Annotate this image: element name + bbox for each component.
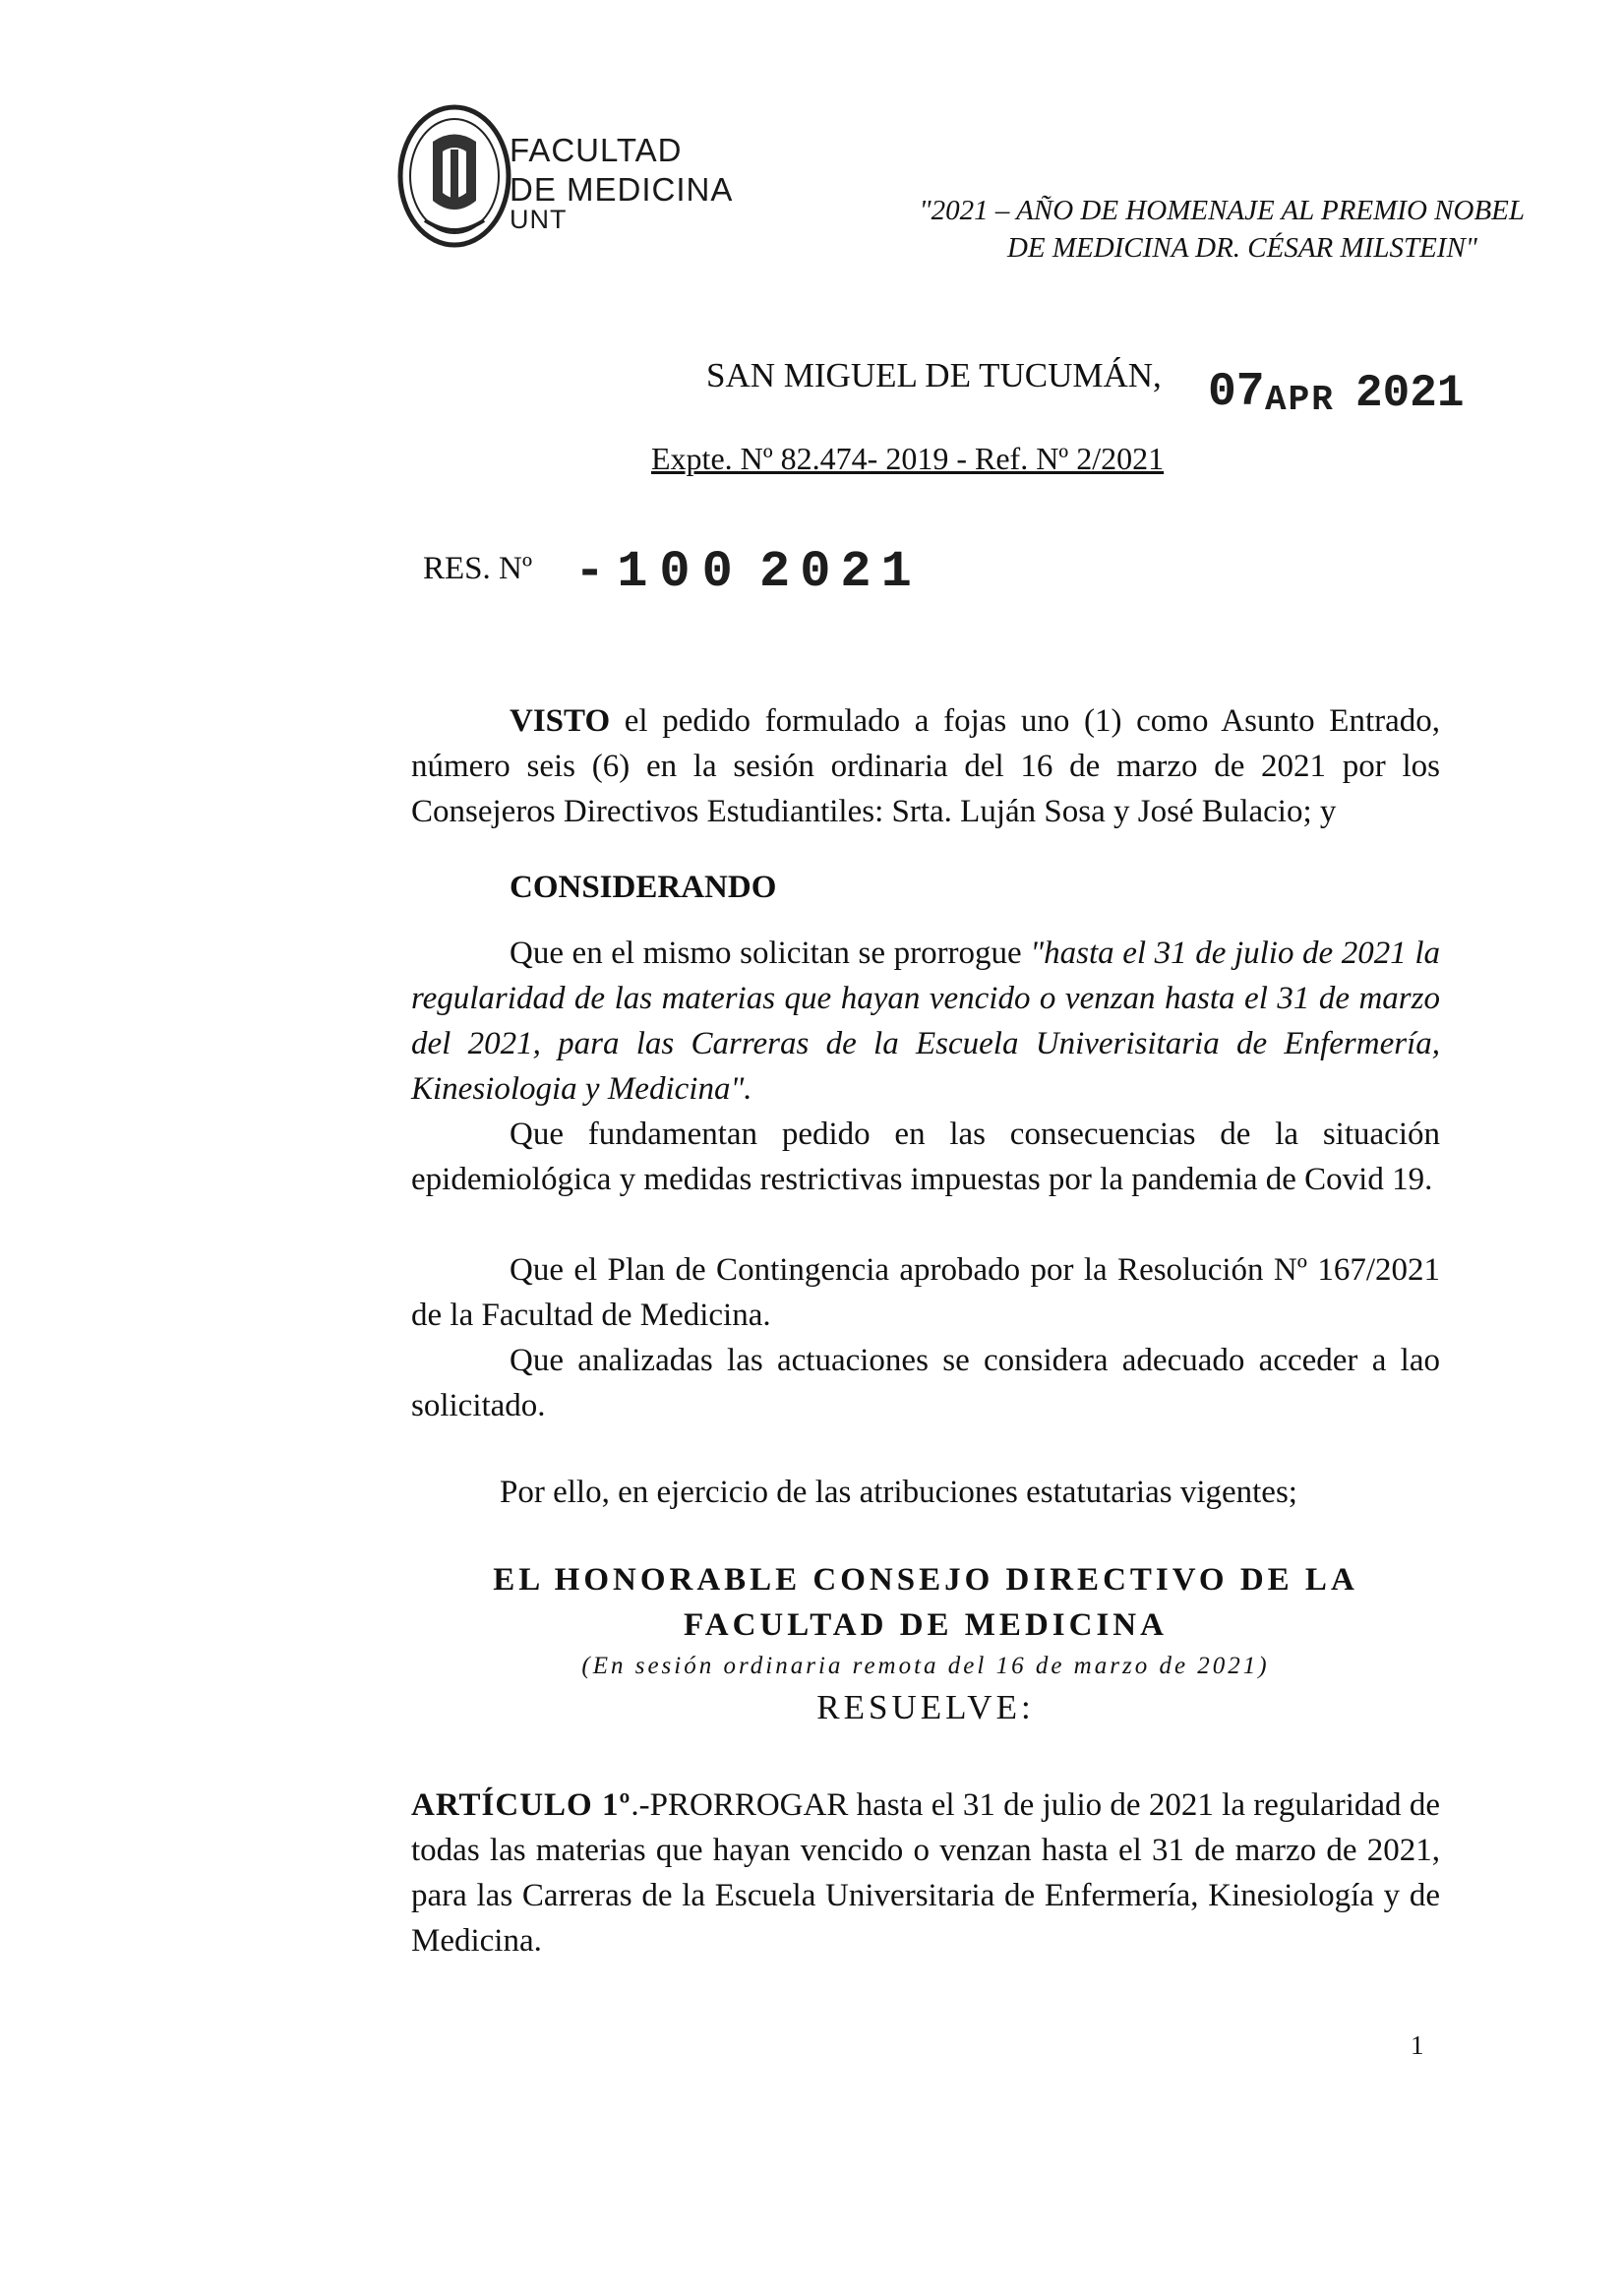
articulo-1-paragraph — [411, 1782, 1440, 1964]
articulo-1-text: .-PRORROGAR hasta el 31 de julio de 2021 la regularidad de todas las materias que hayan vencido o venzan hasta el 31 de marzo de 2021, para las Carreras de la Escuela Universitaria de Enfermería, Kinesiología y de Medicina. — [411, 1787, 1440, 1959]
considerando-paragraph-1 — [411, 931, 1440, 1112]
motto-line-2: DE MEDICINA DR. CÉSAR MILSTEIN" — [1006, 232, 1477, 264]
place-name: SAN MIGUEL DE TUCUMÁN, — [706, 356, 1162, 394]
considerando-paragraph-4: Que analizadas las actuaciones se considera adecuado acceder a lao solicitado. — [411, 1343, 1440, 1423]
visto-keyword: VISTO — [510, 703, 611, 739]
institution-line-2: DE MEDICINA — [510, 171, 734, 208]
articulo-1-label: ARTÍCULO 1º — [411, 1787, 631, 1823]
considerando-paragraph-3: Que el Plan de Contingencia aprobado por la Resolución Nº 167/2021 de la Facultad de Medicina. — [411, 1252, 1440, 1333]
faculty-seal-logo — [395, 102, 513, 250]
por-ello-paragraph: Por ello, en ejercicio de las atribuciones estatutarias vigentes; — [500, 1475, 1297, 1510]
resolution-label: RES. Nº — [423, 551, 533, 586]
considerando-heading: CONSIDERANDO — [510, 870, 777, 905]
date-stamp-year: 2021 — [1355, 368, 1465, 419]
date-stamp-day: 07 — [1208, 366, 1265, 419]
considerando-1-quote: "hasta el 31 de julio de 2021 la regularidad de las materias que hayan vencido o venzan hasta el 31 de marzo del 2021, para las Carreras de la Escuela Univerisitaria de Enfermería, Kinesiologia y Medicina". — [411, 936, 1441, 1107]
motto-line-1: "2021 – AÑO DE HOMENAJE AL PREMIO NOBEL — [919, 195, 1525, 226]
council-heading-line-1: EL HONORABLE CONSEJO DIRECTIVO DE LA — [493, 1562, 1358, 1598]
resolution-year: 2021 — [759, 543, 922, 601]
visto-text: el pedido formulado a fojas uno (1) como Asunto Entrado, número seis (6) en la sesión ordinaria del 16 de marzo de 2021 por los Consejeros Directivos Estudiantiles: Srta. Luján Sosa y José Bulacio; y — [411, 703, 1440, 829]
visto-paragraph — [411, 698, 1440, 834]
considerando-1-intro: Que en el mismo solicitan se prorrogue — [510, 936, 1031, 971]
date-stamp-month: APR — [1265, 380, 1335, 420]
expediente-reference: Expte. Nº 82.474- 2019 - Ref. Nº 2/2021 — [651, 441, 1165, 476]
institution-line-3: UNT — [510, 205, 568, 234]
considerando-paragraph-2: Que fundamentan pedido en las consecuencias de la situación epidemiológica y medidas restrictivas impuestas por la pandemia de Covid 19. — [411, 1117, 1440, 1197]
resolution-number: -100 — [574, 543, 745, 601]
page-number: 1 — [1411, 2030, 1424, 2060]
council-session-note: (En sesión ordinaria remota del 16 de marzo de 2021) — [581, 1653, 1270, 1679]
institution-line-1: FACULTAD — [510, 132, 683, 168]
resuelve-heading: RESUELVE: — [816, 1688, 1035, 1726]
council-heading-line-2: FACULTAD DE MEDICINA — [684, 1607, 1168, 1643]
